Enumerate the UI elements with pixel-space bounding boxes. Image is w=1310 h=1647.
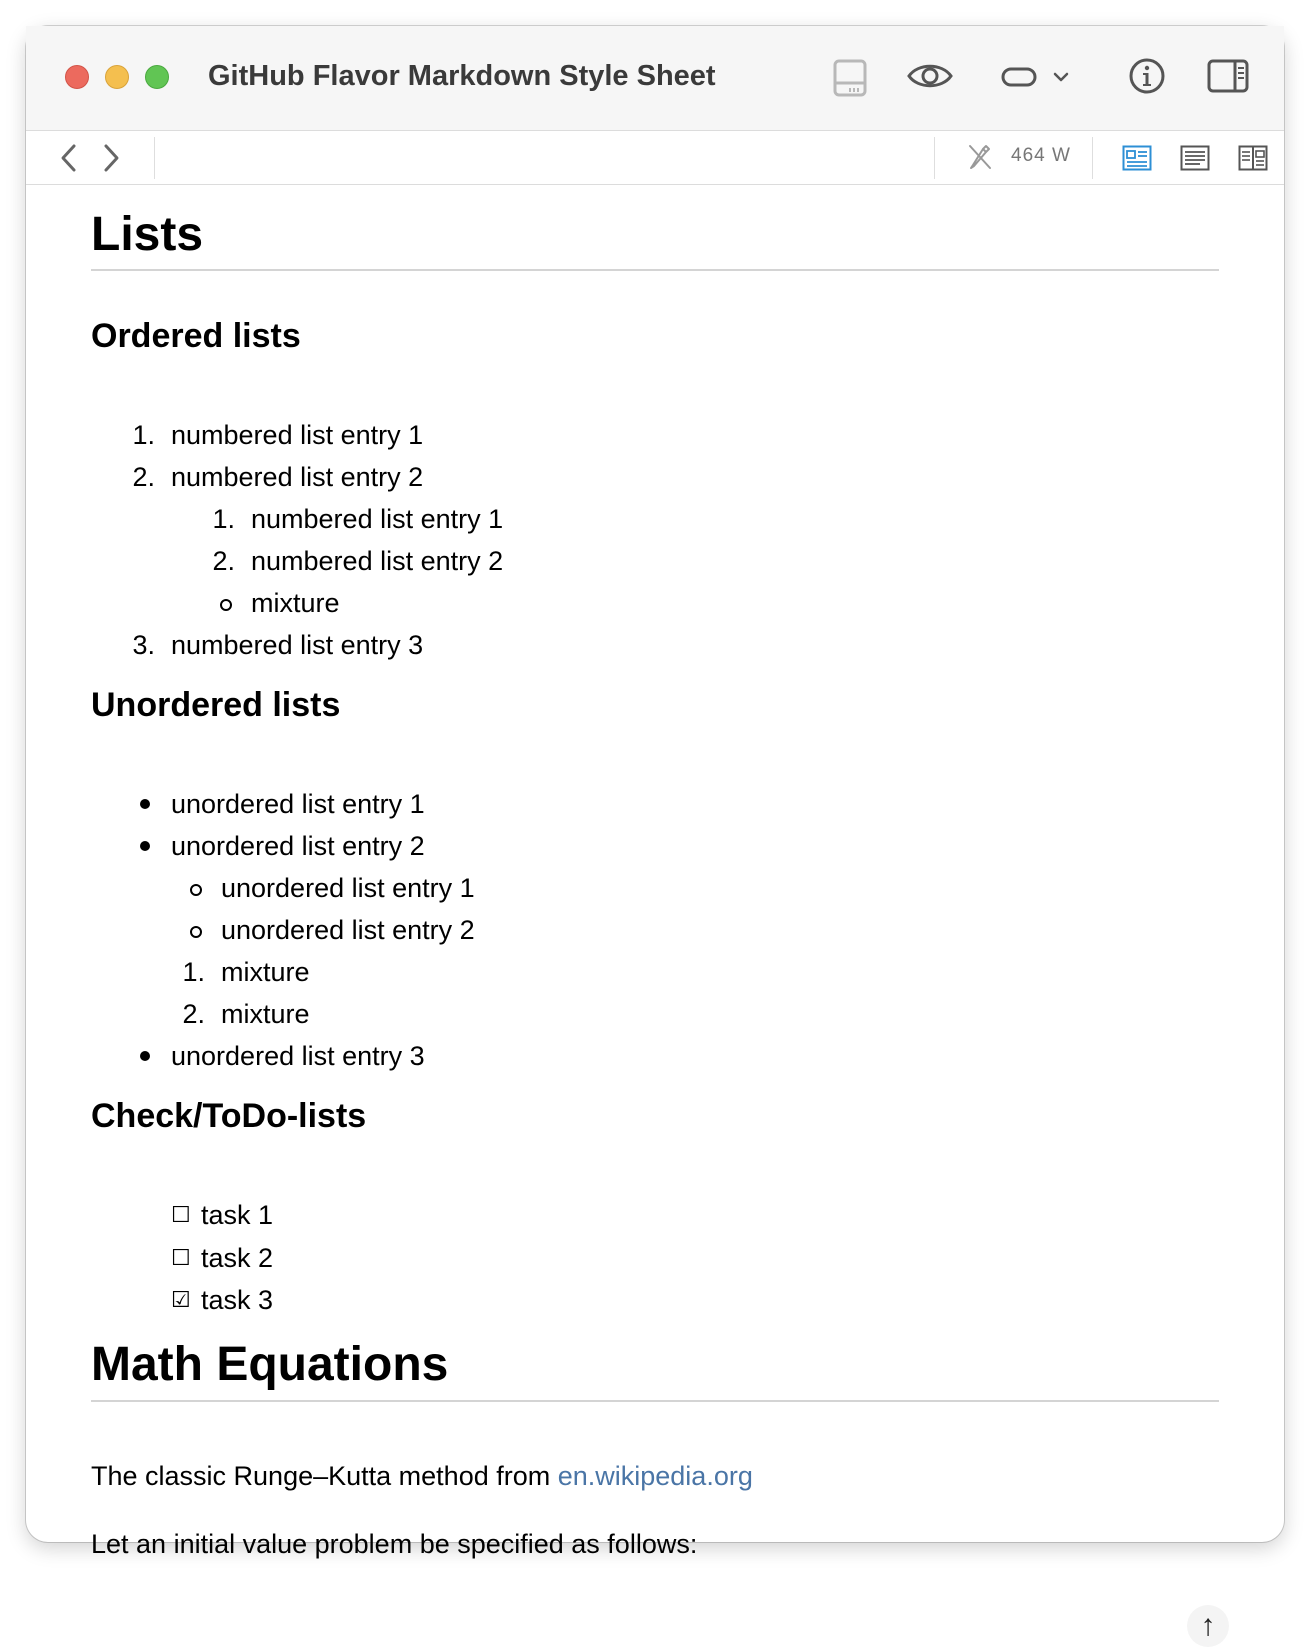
list-item: numbered list entry 2 [251,546,504,576]
task-item: task 1 [201,1200,274,1230]
paragraph-intro [91,1459,753,1493]
list-marker: 2. [212,546,235,576]
list-marker: 3. [132,630,155,660]
list-item: mixture [221,957,310,987]
text-mode-icon[interactable] [1180,145,1210,171]
toolbar-separator [154,137,155,179]
paragraph-ivp: Let an initial value problem be specified as follows: [91,1529,698,1559]
heading-task-lists: Check/ToDo-lists [91,1097,367,1135]
disc-bullet [140,799,150,809]
list-item: unordered list entry 1 [221,873,475,903]
list-marker: 2. [132,462,155,492]
sidebar-bottom-icon[interactable] [832,58,868,98]
forward-arrow-icon[interactable] [100,142,122,174]
list-item: unordered list entry 2 [221,915,475,945]
task-checkbox[interactable]: ☐ [171,1202,191,1227]
list-item: numbered list entry 3 [171,630,424,660]
circle-bullet [190,884,202,896]
chevron-down-icon[interactable] [1051,70,1071,84]
info-icon[interactable] [1128,57,1166,95]
list-marker: 1. [182,957,205,987]
list-marker: 1. [132,420,155,450]
heading-lists: Lists [91,208,204,261]
app-window [26,26,1284,1642]
heading-unordered-lists: Unordered lists [91,686,341,724]
wikipedia-link[interactable]: en.wikipedia.org [557,1461,753,1491]
list-item: numbered list entry 2 [171,462,424,492]
disc-bullet [140,841,150,851]
list-marker: 2. [182,999,205,1029]
circle-bullet [220,599,232,611]
list-item: mixture [251,588,340,618]
zoom-window-button[interactable] [145,65,169,89]
task-checkbox-checked[interactable]: ☑ [171,1287,191,1312]
heading-rule [91,1400,1219,1402]
task-item: task 2 [201,1243,274,1273]
circle-bullet [190,926,202,938]
heading-ordered-lists: Ordered lists [91,317,301,355]
heading-math-equations: Math Equations [91,1338,449,1391]
word-count: 464 W [1011,145,1071,166]
toggle-icon[interactable] [1001,66,1037,88]
eye-icon[interactable] [906,60,954,92]
document-view[interactable] [26,185,1284,1642]
list-item: unordered list entry 3 [171,1041,425,1071]
preview-mode-icon[interactable] [1122,145,1152,171]
list-marker: 1. [212,504,235,534]
list-item: mixture [221,999,310,1029]
heading-rule [91,269,1219,271]
window-title: GitHub Flavor Markdown Style Sheet [208,60,716,92]
paragraph-intro-text: The classic Runge–Kutta method from [91,1461,558,1491]
list-item: unordered list entry 2 [171,831,425,861]
split-mode-icon[interactable] [1238,145,1268,171]
task-item: task 3 [201,1285,274,1315]
secondary-toolbar [26,131,1284,185]
minimize-window-button[interactable] [105,65,129,89]
list-item: numbered list entry 1 [251,504,504,534]
list-item: unordered list entry 1 [171,789,425,819]
close-window-button[interactable] [65,65,89,89]
scroll-to-top-button[interactable]: ↑ [1187,1605,1229,1647]
list-item: numbered list entry 1 [171,420,424,450]
title-bar [26,26,1284,131]
toolbar-separator [1092,137,1093,179]
back-arrow-icon[interactable] [58,142,80,174]
task-checkbox[interactable]: ☐ [171,1245,191,1270]
toolbar-separator [934,137,935,179]
pen-slash-icon[interactable] [967,143,993,171]
disc-bullet [140,1051,150,1061]
sidebar-right-icon[interactable] [1207,59,1249,93]
